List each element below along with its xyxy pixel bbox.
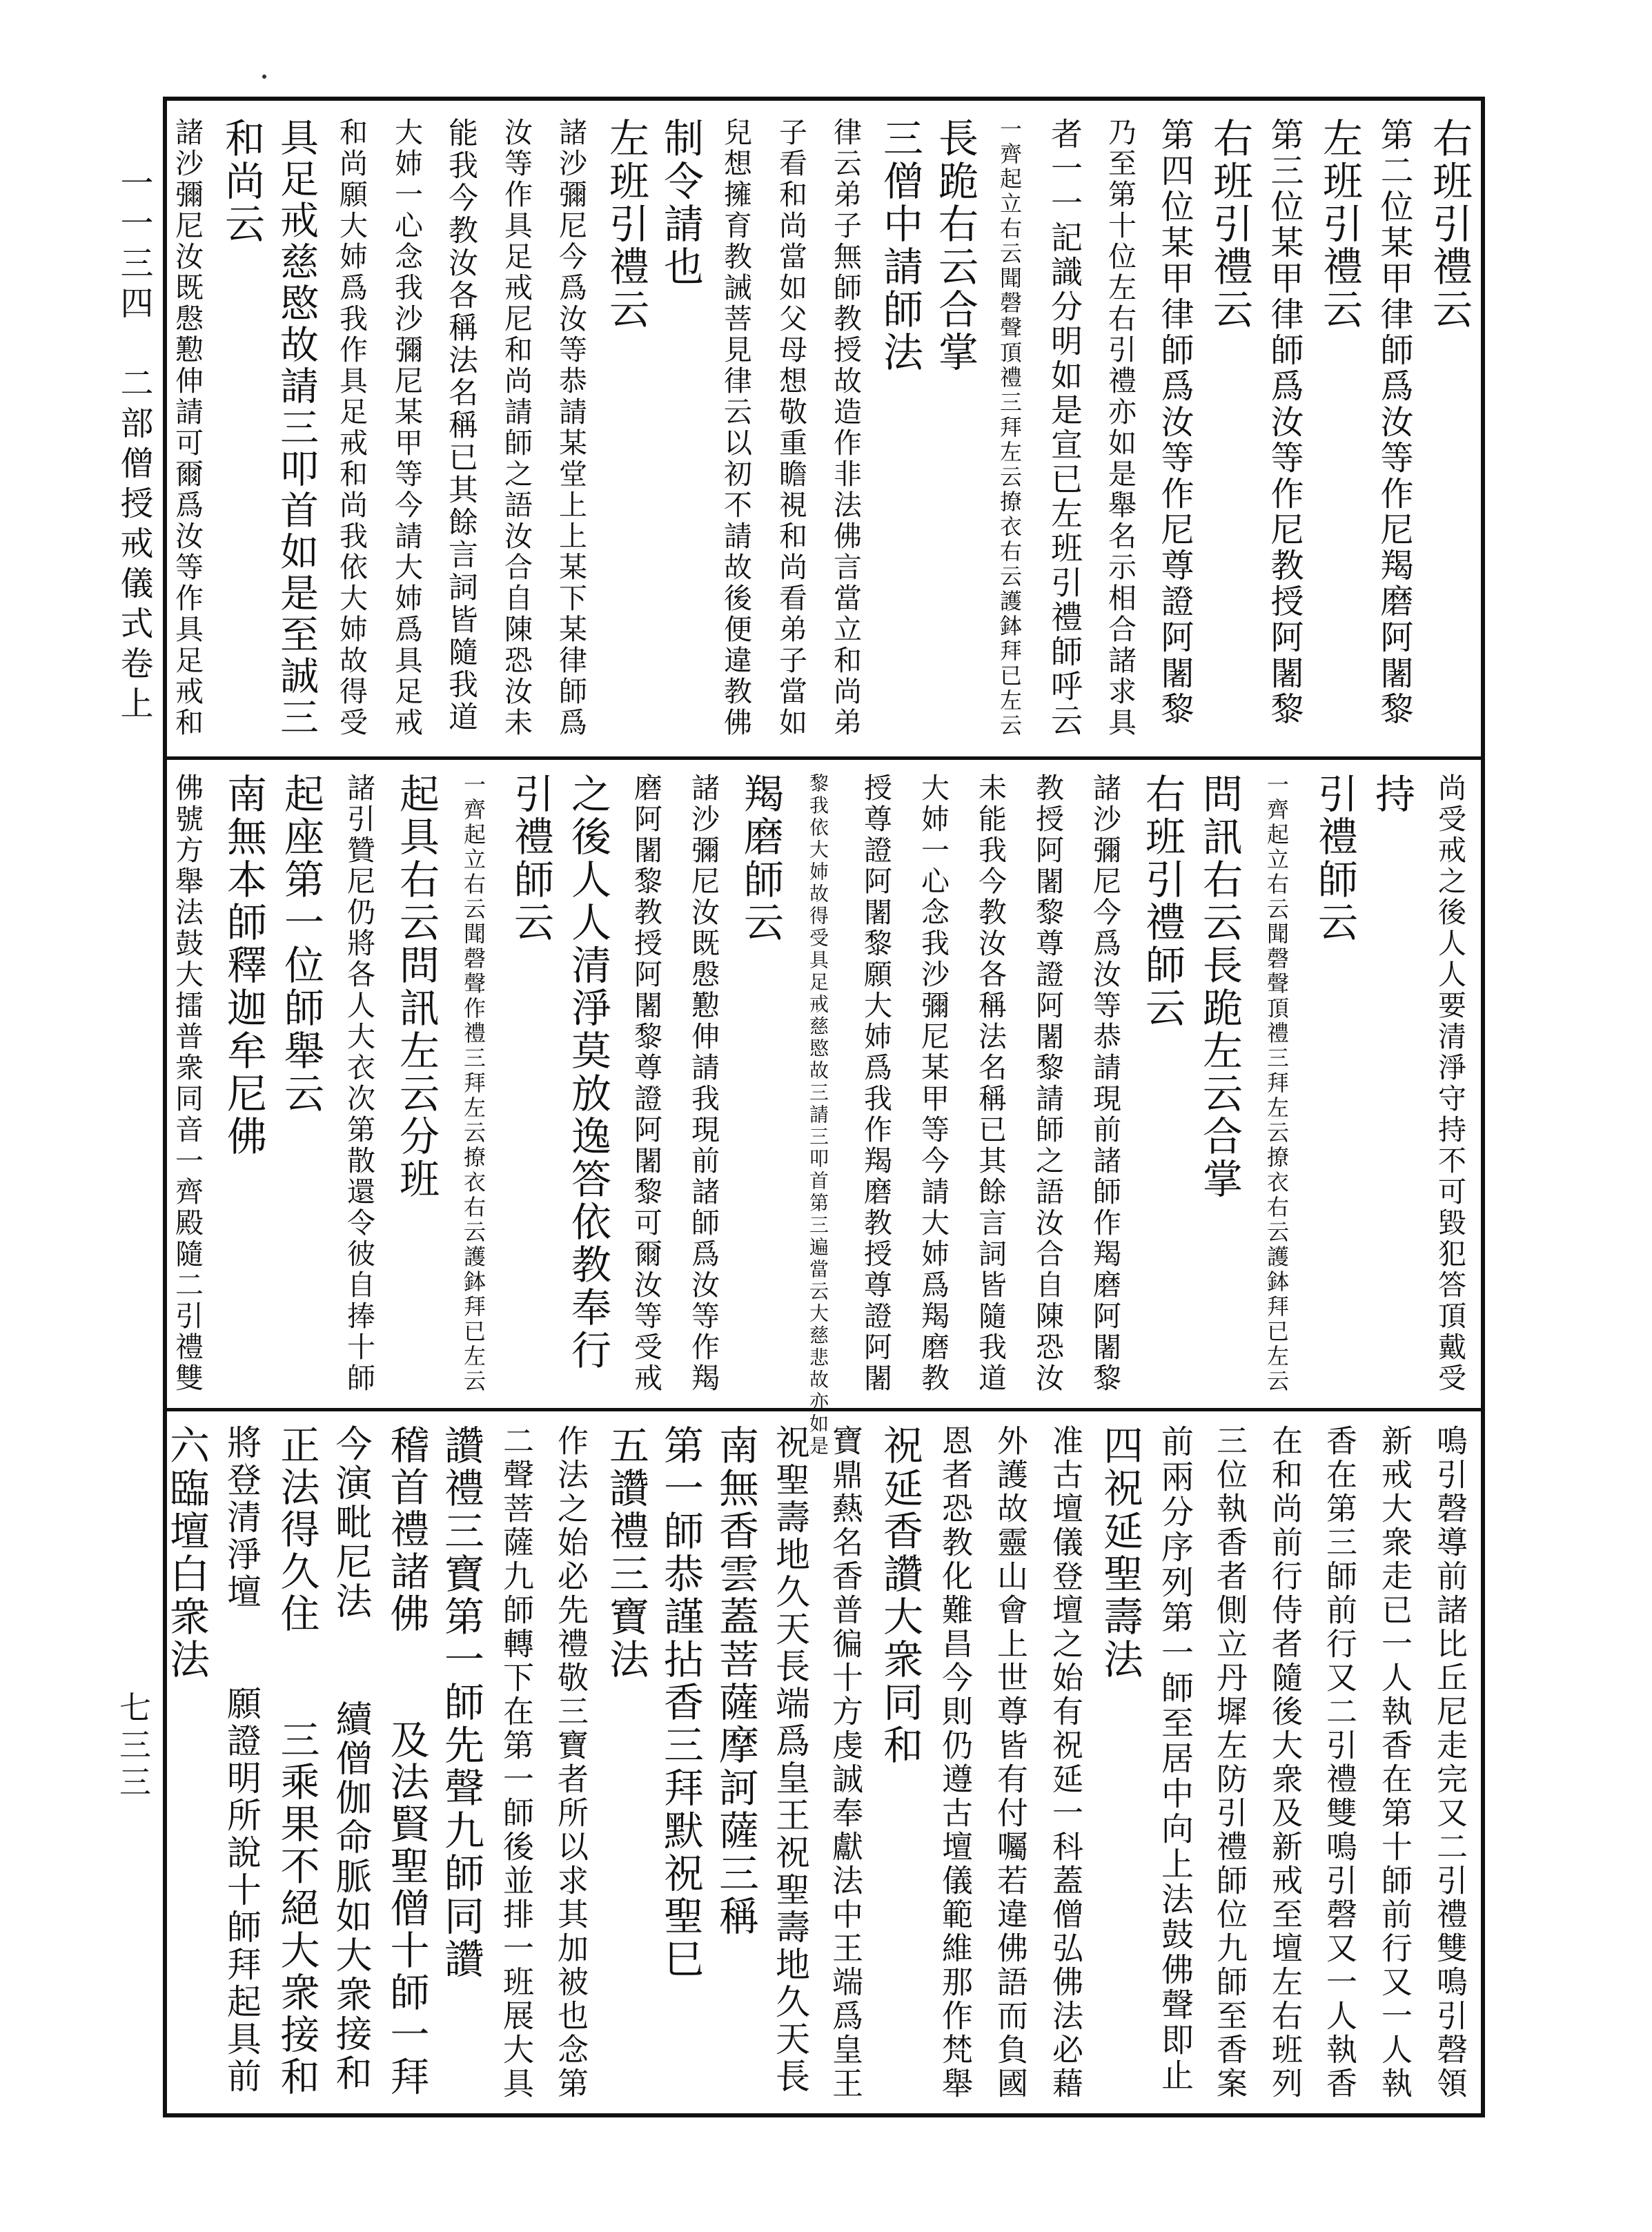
text-column: 一齊起立右云聞磬聲作禮三拜左云撩衣右云護鉢拜已左云 [460,773,486,1394]
text-column: 具足戒慈愍故請三叩首如是至誠三 [274,117,319,738]
text-column: 諸沙彌尼汝既慇懃伸請可爾爲汝等作具足戒和 [170,117,204,738]
text-column: 在和尚前行侍者隨後大衆及新戒至壇左右班列 [1266,1425,1303,2101]
text-column: 左班引禮云 [602,117,649,331]
text-column: 諸沙彌尼今爲汝等恭請現前諸師作羯磨阿闍黎 [1088,773,1121,1394]
text-column: 能我今教汝各稱法名稱已其餘言詞皆隨我道 [444,117,478,734]
text-column: 佛號方舉法鼓大擂普衆同音一齊殿隨二引禮雙 [170,773,204,1394]
text-column: 新戒大衆走已一人執香在第十師前行又一人執 [1376,1425,1413,2101]
text-column: 授尊證阿闍黎願大姉爲我作羯磨教授尊證阿闍 [859,773,892,1394]
text-column: 第二位某甲律師爲汝等作尼羯磨阿闍黎 [1375,117,1413,727]
text-column: 者一一記識分明如是宣已左班引禮師呼云 [1046,117,1083,738]
text-column: 持 [1368,773,1415,816]
text-column: 大姉一心念我沙彌尼某甲等今請大姉爲具足戒 [390,117,423,738]
text-column: 鳴引磬導前諸比丘尼走完又二引禮雙鳴引磬領 [1431,1425,1468,2101]
text-column: 一齊起立右云聞磬聲頂禮三拜左云撩衣右云護鉢拜已左云 [996,117,1023,738]
text-column: 六臨壇白衆法 [163,1425,210,1681]
text-column: 五讚禮三寶法 [602,1425,649,1681]
text-column: 右班引禮云 [1426,117,1473,331]
text-column: 問訊右云長跪左云合掌 [1196,773,1243,1201]
text-column: 之後人人清淨莫放逸答依教奉行 [564,773,611,1372]
text-column: 引禮師云 [507,773,554,944]
text-column: 將登清淨壇 願證明所說十師拜起具前 [222,1425,262,2095]
text-column: 第一師恭謹拈香三拜默祝聖巳 [657,1425,704,1981]
text-column: 左班引禮云 [1316,117,1363,331]
text-column: 讚禮三寶第一師先聲九師同讚 [437,1425,484,1981]
text-column: 兒想擁育教誡菩見律云以初不請故後便違教佛 [719,117,752,738]
text-column: 和尚願大姉爲我作具足戒和尚我依大姉故得受 [335,117,368,738]
text-column: 南無香雲蓋菩薩摩訶薩三稱 [712,1425,759,1938]
text-column: 正法得久住 三乘果不絕大衆接和 [274,1425,319,2098]
text-column: 准古壇儀登壇之始有祝延一科蓋僧弘佛法必藉 [1047,1425,1083,2101]
text-column: 四祝延聖壽法 [1097,1425,1143,1681]
text-column: 引禮師云 [1311,773,1358,944]
text-column: 稽首禮諸佛 及法賢聖僧十師一拜 [384,1425,429,2098]
text-column: 羯磨師云 [737,773,784,944]
text-column: 尚受戒之後人人要清淨守持不可毀犯答頂戴受 [1433,773,1466,1394]
text-column: 恩者恐教化難昌今則仍遵古壇儀範維那作梵舉 [936,1425,973,2101]
text-column: 子看和尚當如父母想敬重瞻視和尚看弟子當如 [774,117,807,738]
text-column: 第四位某甲律師爲汝等作尼尊證阿闍黎 [1155,117,1194,727]
text-column: 大姉一心念我沙彌尼某甲等今請大姉爲羯磨教 [916,773,950,1394]
text-column: 祝延香讚大衆同和 [876,1425,923,1767]
text-column: 起具右云問訊左云分班 [393,773,440,1201]
text-column: 汝等作具足戒尼和尚請師之語汝合自陳恐汝未 [500,117,533,738]
page-number: 七三三 [115,1691,152,1803]
text-column: 作法之始必先禮敬三寶者所以求其加被也念第 [552,1425,589,2101]
text-column: 前兩分序列第一師至居中向上法鼓佛聲即止 [1156,1425,1194,2093]
text-column: 右班引禮云 [1206,117,1253,331]
text-column: 南無本師釋迦牟尼佛 [220,773,267,1158]
text-column: 第三位某甲律師爲汝等作尼教授阿闍黎 [1265,117,1304,727]
text-column: 乃至第十位左右引禮亦如是舉名示相合諸求具 [1103,117,1137,738]
text-column: 教授阿闍黎尊證阿闍黎請師之語汝合自陳恐汝 [1031,773,1064,1394]
text-column: 二聲菩薩九師轉下在第一師後並排一班展大具 [498,1425,534,2101]
text-column: 諸沙彌尼今爲汝等恭請某堂上上某下某律師爲 [554,117,587,738]
text-column: 諸沙彌尼汝既慇懃伸請我現前諸師爲汝等作羯 [687,773,720,1394]
text-column: 寶鼎爇名香普徧十方虔誠奉獻法中王端爲皇王 [827,1425,863,2101]
text-column: 制令請也 [657,117,704,288]
text-column: 右班引禮師云 [1139,773,1186,1030]
text-column: 香在第三師前行又二引禮雙鳴引磬又一人執香 [1321,1425,1357,2101]
text-column: 祝聖壽地久天長端爲皇王祝聖壽地久天長 [770,1425,810,2095]
text-column: 黎我依大姉故得受具足戒慈愍故三請三叩首第三遍當云大慈悲故亦如是 [807,773,829,1458]
text-column: 三僧中請師法 [876,117,923,374]
text-column: 律云弟子無師教授故造作非法佛言當立和尚弟 [829,117,862,738]
text-column: 和尚云 [218,117,265,246]
print-dot-mark [262,75,266,79]
text-column: 長跪右云合掌 [932,117,979,374]
text-column: 諸引贊尼仍將各人大衣次第散還令彼自捧十師 [342,773,375,1394]
section-divider-1 [163,756,1485,760]
text-column: 未能我今教汝各稱法名稱已其餘言詞皆隨我道 [974,773,1007,1394]
text-column: 外護故靈山會上世尊皆有付囑若違佛語而負國 [992,1425,1028,2101]
text-column: 三位執香者側立丹墀左防引禮師位九師至香案 [1211,1425,1248,2101]
text-column: 起座第一位師舉云 [277,773,324,1115]
text-column: 一齊起立右云聞磬聲頂禮三拜左云撩衣右云護鉢拜已左云 [1263,773,1290,1394]
running-header: 一一三四 二部僧授戒儀式卷上 [115,166,153,726]
text-column: 磨阿闍黎教授阿闍黎尊證阿闍黎可爾汝等受戒 [629,773,662,1394]
text-column: 今演毗尼法 續僧伽命脈如大衆接和 [330,1425,372,2093]
